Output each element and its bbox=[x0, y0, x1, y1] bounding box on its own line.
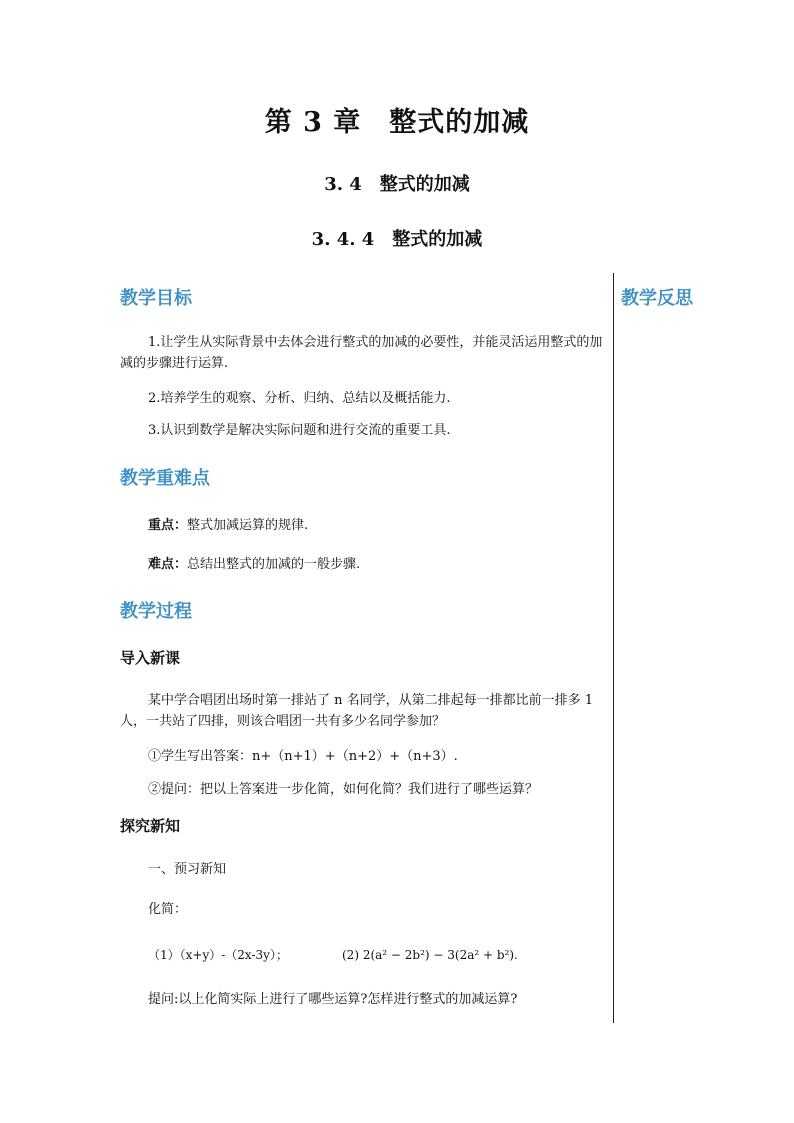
section-title: 3. 4 整式的加减 bbox=[324, 174, 470, 195]
reflection-heading: 教学反思 bbox=[621, 288, 693, 309]
explore-heading: 探究新知 bbox=[120, 817, 181, 835]
focus-label: 重点： bbox=[148, 518, 188, 533]
objective-item: 3.认识到数学是解决实际问题和进行交流的重要工具. bbox=[148, 423, 451, 438]
subsection-title: 3. 4. 4 整式的加减 bbox=[311, 229, 483, 250]
focus-text: 整式加减运算的规律. bbox=[187, 518, 309, 533]
objectives-heading: 教学目标 bbox=[120, 288, 192, 309]
column-divider bbox=[613, 273, 614, 1023]
chapter-title: 第 3 章 整式的加减 bbox=[264, 107, 530, 138]
key-points-heading: 教学重难点 bbox=[120, 468, 210, 489]
closing-question: 提问:以上化简实际上进行了哪些运算?怎样进行整式的加减运算? bbox=[148, 992, 518, 1007]
expression-1: （1）（x+y）-（2x-3y）； bbox=[148, 948, 288, 962]
intro-step-answer: ①学生写出答案：n+（n+1）+（n+2）+（n+3）. bbox=[148, 749, 458, 764]
difficulty-text: 总结出整式的加减的一般步骤. bbox=[187, 557, 361, 572]
focus-line bbox=[148, 515, 308, 536]
difficulty-line bbox=[148, 554, 360, 575]
difficulty-label: 难点： bbox=[148, 557, 188, 572]
objective-item: 2.培养学生的观察、分析、归纳、总结以及概括能力. bbox=[148, 391, 451, 406]
objective-item: 1.让学生从实际背景中去体会进行整式的加减的必要性，并能灵活运用整式的加减的步骤进行运算. bbox=[120, 335, 603, 371]
intro-step-question: ②提问：把以上答案进一步化简，如何化简？我们进行了哪些运算？ bbox=[148, 782, 539, 797]
expression-2: (2) 2(a² − 2b²) − 3(2a² + b²). bbox=[342, 948, 518, 962]
process-heading: 教学过程 bbox=[120, 601, 192, 622]
intro-problem: 某中学合唱团出场时第一排站了 n 名同学，从第二排起每一排都比前一排多 1 人，一共站了四排，则该合唱团一共有多少名同学参加？ bbox=[120, 693, 594, 729]
simplify-label: 化简： bbox=[148, 902, 188, 917]
intro-heading: 导入新课 bbox=[120, 649, 181, 667]
preview-heading: 一、预习新知 bbox=[148, 862, 227, 877]
